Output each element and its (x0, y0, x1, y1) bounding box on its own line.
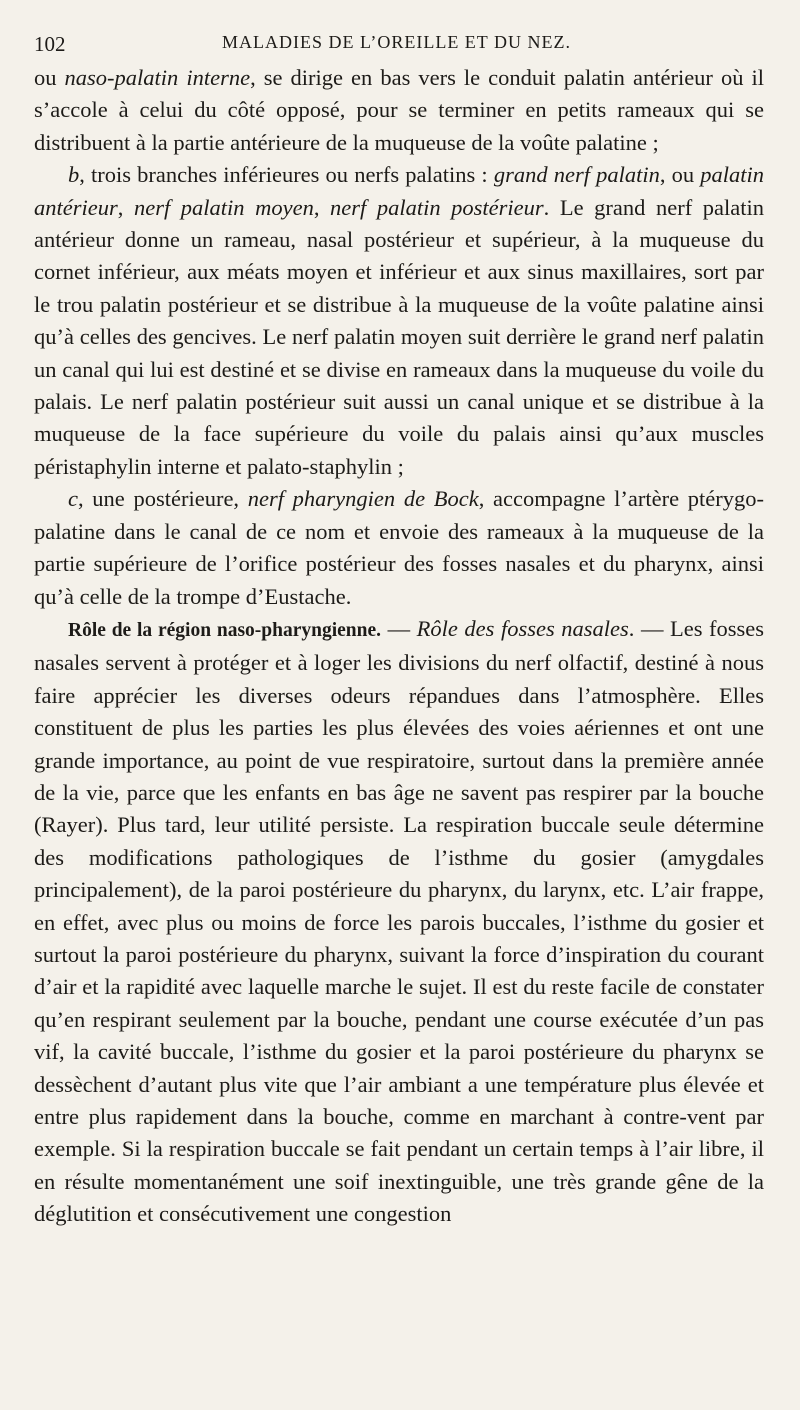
text-run: , (117, 194, 134, 220)
paragraph-1 (34, 62, 764, 159)
italic-text: grand nerf palatin (493, 162, 660, 188)
text-run: , ou (659, 162, 701, 188)
text-run: , une postérieure, (78, 486, 248, 512)
italic-text: b (68, 162, 80, 188)
paragraph-2 (34, 159, 764, 483)
body-text (34, 62, 764, 1231)
text-run: , accompagne l’artère ptérygo-palatine dans le canal de ce nom et envoie des rameaux à la muqueuse de la partie supérieure de l’orifice postérieur des fosses nasales et du pharynx, ainsi qu’à celle de la trompe d’Eustache. (34, 486, 764, 609)
paragraph-3 (34, 483, 764, 613)
italic-text: naso-palatin interne (64, 65, 251, 90)
running-head (34, 22, 764, 62)
text-run: , trois branches inférieures ou nerfs palatins : (79, 162, 494, 188)
text-run: . Le grand nerf palatin antérieur donne un rameau, nasal postérieur et supérieur, à la muqueuse du cornet inférieur, aux méats moyen et inférieur et aux sinus maxillaires, sort par le trou palatin postérieur et se distribue à la muqueuse de la voûte palatine ainsi qu’à celles des gencives. Le nerf palatin moyen suit derrière le grand nerf palatin un canal qui lui est destiné et se divise en rameaux dans la muqueuse du voile du palais. Le nerf palatin postérieur suit aussi un canal unique et se distribue à la muqueuse de la face supérieure du voile du palais ainsi qu’aux muscles péristaphylin interne et palato-staphylin ; (34, 194, 764, 479)
italic-text: nerf pharyngien de Bock (247, 486, 479, 512)
running-title: MALADIES DE L’OREILLE ET DU NEZ. (222, 32, 571, 52)
text-run: ou (34, 65, 65, 90)
paragraph-4 (34, 613, 764, 1231)
text-run: . — Les fosses nasales servent à protéger et à loger les divisions du nerf olfactif, destiné à nous faire apprécier les diverses odeurs répandues dans l’atmosphère. Elles constituent de plus les parties les plus élevées des voies aériennes et ont une grande importance, au point de vue respiratoire, surtout dans la première année de la vie, parce que les enfants en bas âge ne savent pas respirer par la bouche (Rayer). Plus tard, leur utilité persiste. La respiration buccale seule détermine des modifications pathologiques de l’isthme du gosier (amygdales principalement), de la paroi postérieure du pharynx, du larynx, etc. L’air frappe, en effet, avec plus ou moins de force les parois buccales, l’isthme du gosier et surtout la paroi postérieure du pharynx, suivant la force d’inspiration du courant d’air et la rapidité avec laquelle marche le sujet. Il est du reste facile de constater qu’en respirant seulement par la bouche, pendant une course exécutée d’un pas vif, la cavité buccale, l’isthme du gosier et la paroi postérieure du pharynx se dessèchent d’autant plus vite que l’air ambiant a une température plus élevée et entre plus rapidement dans la bouche, comme en marchant à contre-vent par exemple. Si la respiration buccale se fait pendant un certain temps à l’air libre, il en résulte momentanément une soif inextinguible, une très grande gêne de la déglutition et consécutivement une congestion (34, 615, 765, 1227)
text-run: , (313, 194, 331, 220)
italic-text: palatin antérieur (34, 162, 764, 220)
italic-text: Rôle des fosses nasales (416, 615, 629, 641)
page-number: 102 (34, 32, 66, 56)
text-run: , se dirige en bas vers le conduit palatin antérieur où il s’accole à celui du côté opposé, pour se terminer en petits rameaux qui se distribuent à la partie antérieure de la muqueuse de la voûte palatine ; (34, 65, 765, 155)
italic-text: nerf palatin postérieur (330, 194, 544, 220)
section-heading: Rôle de la région naso-pharyngienne. (68, 619, 382, 641)
italic-text: nerf palatin moyen (133, 194, 314, 220)
text-run: — (381, 615, 417, 641)
italic-text: c (68, 486, 78, 512)
